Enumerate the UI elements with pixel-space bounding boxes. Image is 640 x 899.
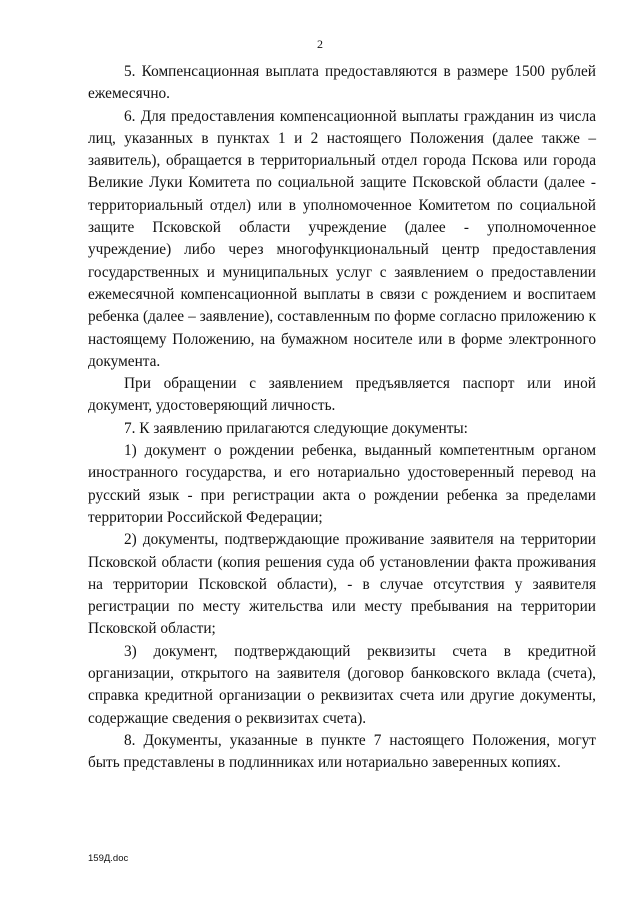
document-body xyxy=(88,61,596,775)
paragraph-7-item-2: 2) документы, подтверждающие проживание заявителя на территории Псковской области (копия решения суда об установлении факта проживания на территории Псковской области), - в случае отсутствия у заявителя регистрации по месту жительства или месту пребывания на территории Псковской области; xyxy=(88,531,596,638)
paragraph-5: 5. Компенсационная выплата предоставляются в размере 1500 рублей ежемесячно. xyxy=(88,63,596,103)
paragraph-identity-document: При обращении с заявлением предъявляется паспорт или иной документ, удостоверяющий личность. xyxy=(88,375,596,415)
paragraph-7: 7. К заявлению прилагаются следующие документы: xyxy=(124,419,468,437)
page-number: 2 xyxy=(317,37,323,51)
paragraph-6: 6. Для предоставления компенсационной выплаты гражданин из числа лиц, указанных в пунктах 1 и 2 настоящего Положения (далее также – заявитель), обращается в территориальный отдел города Пскова или города Великие Луки Комитета по социальной защите Псковской области (далее - территориальный отдел) или в уполномоченное Комитетом по социальной защите Псковской области учреждение (далее - уполномоченное учреждение) либо через многофункциональный центр предоставления государственных и муниципальных услуг с заявлением о предоставлении ежемесячной компенсационной выплаты в связи с рождением и воспитаем ребенка (далее – заявление), составленным по форме согласно приложению к настоящему Положению, на бумажном носителе или в форме электронного документа. xyxy=(88,107,596,370)
footer-filename: 159Д.doc xyxy=(88,853,129,864)
paragraph-7-item-1: 1) документ о рождении ребенка, выданный компетентным органом иностранного государства, и его нотариально удостоверенный перевод на русский язык - при регистрации акта о рождении ребенка за пределами территории Российской Федерации; xyxy=(88,442,596,526)
paragraph-7-item-3: 3) документ, подтверждающий реквизиты счета в кредитной организации, открытого на заявителя (договор банковского вклада (счета), справка кредитной организации о реквизитах счета или другие документы, содержащие сведения о реквизитах счета). xyxy=(88,642,596,727)
paragraph-8: 8. Документы, указанные в пункте 7 настоящего Положения, могут быть представлены в подлинниках или нотариально заверенных копиях. xyxy=(88,731,596,772)
